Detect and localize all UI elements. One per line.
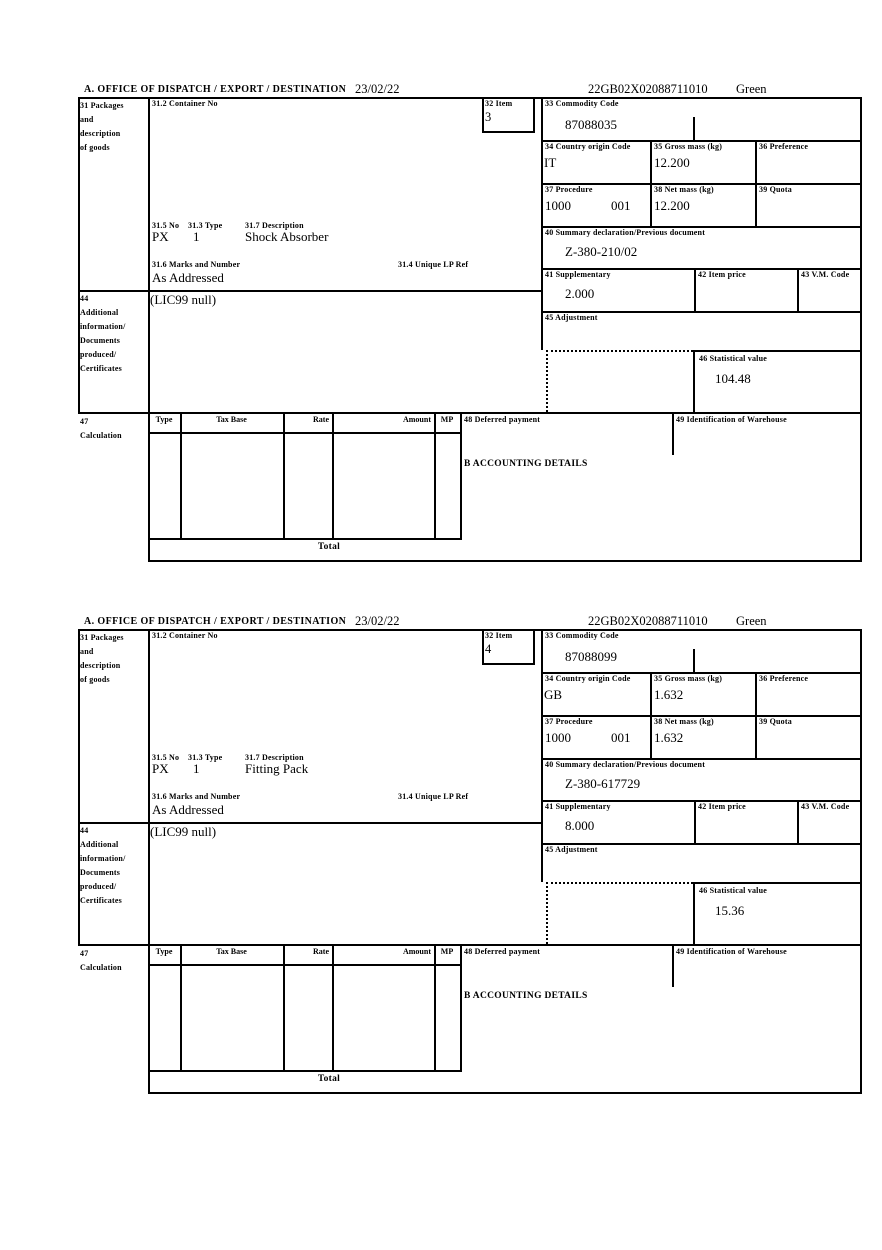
item-price-label: 42 Item price xyxy=(698,802,746,811)
routing-status: Green xyxy=(736,82,767,96)
unique-lp-ref-label: 31.4 Unique LP Ref xyxy=(398,260,469,269)
total-label: Total xyxy=(317,542,341,552)
grid-line xyxy=(78,822,543,824)
procedure-code: 1000 xyxy=(545,730,571,745)
item-label: 32 Item xyxy=(485,99,513,108)
marks-label: 31.6 Marks and Number xyxy=(152,792,241,801)
container-no-label: 31.2 Container No xyxy=(152,99,218,108)
grid-line xyxy=(283,944,285,1070)
grid-line xyxy=(650,140,652,226)
total-label: Total xyxy=(317,1074,341,1084)
grid-line xyxy=(860,629,862,1092)
packages-type: 1 xyxy=(193,229,200,244)
commodity-code: 87088099 xyxy=(565,649,617,664)
acceptance-date: 23/02/22 xyxy=(355,614,400,628)
statistical-value: 15.36 xyxy=(715,903,745,918)
grid-line xyxy=(650,672,652,758)
grid-line xyxy=(148,538,462,540)
statistical-value-label: 46 Statistical value xyxy=(699,354,767,363)
item-number: 3 xyxy=(485,110,492,124)
gross-mass: 12.200 xyxy=(654,155,690,170)
calc-header-amount: Amount xyxy=(402,415,431,424)
procedure-label: 37 Procedure xyxy=(545,185,593,194)
country-origin-code: GB xyxy=(544,687,563,702)
item-box-line xyxy=(482,663,535,665)
item-box-line xyxy=(482,629,484,665)
grid-line xyxy=(180,944,182,1070)
grid-line xyxy=(755,672,757,758)
vm-code-label: 43 V.M. Code xyxy=(801,270,850,279)
grid-line xyxy=(434,944,436,1070)
goods-description: Shock Absorber xyxy=(245,229,329,244)
statistical-value: 104.48 xyxy=(715,371,751,386)
item-box-line xyxy=(533,97,535,133)
commodity-code-separator xyxy=(693,649,695,672)
procedure-code-2: 001 xyxy=(611,730,631,745)
gross-mass: 1.632 xyxy=(654,687,684,702)
packages-type-label: 31.3 Type xyxy=(188,753,223,762)
office-of-dispatch-label: A. OFFICE OF DISPATCH / EXPORT / DESTINATION xyxy=(84,616,347,627)
goods-description: Fitting Pack xyxy=(245,761,309,776)
dotted-line xyxy=(546,882,548,944)
item-box-line xyxy=(482,131,535,133)
item-box-line xyxy=(482,97,484,133)
grid-line xyxy=(797,800,799,843)
declaration-item-section-2 xyxy=(78,614,862,1096)
packages-type-label: 31.3 Type xyxy=(188,221,223,230)
calc-header-tax-base: Tax Base xyxy=(216,947,247,956)
grid-line xyxy=(694,268,696,311)
grid-line xyxy=(672,412,674,455)
net-mass-label: 38 Net mass (kg) xyxy=(654,717,714,726)
country-origin-label: 34 Country origin Code xyxy=(545,674,631,683)
grid-line xyxy=(283,412,285,538)
procedure-code: 1000 xyxy=(545,198,571,213)
calc-header-amount: Amount xyxy=(402,947,431,956)
country-origin-code: IT xyxy=(544,155,557,170)
box44-label: 44 Additional information/ Documents produced/ Certificates xyxy=(80,826,126,905)
procedure-code-2: 001 xyxy=(611,198,631,213)
gross-mass-label: 35 Gross mass (kg) xyxy=(654,674,723,683)
grid-line xyxy=(693,350,862,352)
previous-document-label: 40 Summary declaration/Previous document xyxy=(545,760,706,769)
grid-line xyxy=(755,140,757,226)
packages-no-label: 31.5 No xyxy=(152,221,180,230)
box47-label: 47 Calculation xyxy=(80,417,122,440)
commodity-code: 87088035 xyxy=(565,117,617,132)
item-box-line xyxy=(533,629,535,665)
country-origin-label: 34 Country origin Code xyxy=(545,142,631,151)
routing-status: Green xyxy=(736,614,767,628)
statistical-value-label: 46 Statistical value xyxy=(699,886,767,895)
grid-line xyxy=(148,432,462,434)
box31-label: 31 Packages and description of goods xyxy=(80,633,124,684)
additional-information: (LIC99 null) xyxy=(150,824,217,839)
grid-line xyxy=(148,97,150,560)
warehouse-id-label: 49 Identification of Warehouse xyxy=(676,947,787,956)
calc-header-type: Type xyxy=(155,415,173,424)
grid-line xyxy=(672,944,674,987)
grid-line xyxy=(148,964,462,966)
grid-line xyxy=(78,944,862,946)
calc-header-type: Type xyxy=(155,947,173,956)
grid-line xyxy=(78,412,862,414)
grid-line xyxy=(694,800,696,843)
grid-line xyxy=(148,1092,862,1094)
grid-line xyxy=(332,944,334,1070)
adjustment-label: 45 Adjustment xyxy=(545,845,598,854)
grid-line xyxy=(693,350,695,412)
grid-line xyxy=(460,412,462,538)
previous-document-label: 40 Summary declaration/Previous document xyxy=(545,228,706,237)
calc-header-mp: MP xyxy=(440,415,454,424)
grid-line xyxy=(460,944,462,1070)
previous-document: Z-380-210/02 xyxy=(565,244,638,259)
additional-information: (LIC99 null) xyxy=(150,292,217,307)
calc-header-rate: Rate xyxy=(313,947,329,956)
item-price-label: 42 Item price xyxy=(698,270,746,279)
gross-mass-label: 35 Gross mass (kg) xyxy=(654,142,723,151)
acceptance-date: 23/02/22 xyxy=(355,82,400,96)
movement-reference-number: 22GB02X02088711010 xyxy=(588,614,708,628)
marks-and-number: As Addressed xyxy=(152,270,224,285)
box31-label: 31 Packages and description of goods xyxy=(80,101,124,152)
commodity-code-label: 33 Commodity Code xyxy=(545,631,619,640)
movement-reference-number: 22GB02X02088711010 xyxy=(588,82,708,96)
dotted-line xyxy=(546,350,693,352)
marks-and-number: As Addressed xyxy=(152,802,224,817)
grid-line xyxy=(148,629,150,1092)
item-label: 32 Item xyxy=(485,631,513,640)
preference-label: 36 Preference xyxy=(759,142,809,151)
adjustment-label: 45 Adjustment xyxy=(545,313,598,322)
warehouse-id-label: 49 Identification of Warehouse xyxy=(676,415,787,424)
dotted-line xyxy=(546,350,548,412)
deferred-payment-label: 48 Deferred payment xyxy=(464,947,541,956)
commodity-code-label: 33 Commodity Code xyxy=(545,99,619,108)
commodity-code-separator xyxy=(693,117,695,140)
accounting-details-label: B ACCOUNTING DETAILS xyxy=(464,459,588,469)
accounting-details-label: B ACCOUNTING DETAILS xyxy=(464,991,588,1001)
procedure-label: 37 Procedure xyxy=(545,717,593,726)
grid-line xyxy=(693,882,695,944)
office-of-dispatch-label: A. OFFICE OF DISPATCH / EXPORT / DESTINATION xyxy=(84,84,347,95)
item-number: 4 xyxy=(485,642,492,656)
declaration-item-section-1 xyxy=(78,82,862,564)
quota-label: 39 Quota xyxy=(759,717,792,726)
packages-no-label: 31.5 No xyxy=(152,753,180,762)
calc-header-rate: Rate xyxy=(313,415,329,424)
supplementary-label: 41 Supplementary xyxy=(545,802,611,811)
grid-line xyxy=(332,412,334,538)
grid-line xyxy=(180,412,182,538)
grid-line xyxy=(693,882,862,884)
grid-line xyxy=(78,290,543,292)
packages-no: PX xyxy=(152,761,169,776)
quota-label: 39 Quota xyxy=(759,185,792,194)
calc-header-mp: MP xyxy=(440,947,454,956)
grid-line xyxy=(797,268,799,311)
supplementary-units: 2.000 xyxy=(565,286,595,301)
previous-document: Z-380-617729 xyxy=(565,776,641,791)
box44-label: 44 Additional information/ Documents produced/ Certificates xyxy=(80,294,126,373)
calc-header-tax-base: Tax Base xyxy=(216,415,247,424)
packages-no: PX xyxy=(152,229,169,244)
marks-label: 31.6 Marks and Number xyxy=(152,260,241,269)
net-mass-label: 38 Net mass (kg) xyxy=(654,185,714,194)
container-no-label: 31.2 Container No xyxy=(152,631,218,640)
grid-line xyxy=(148,560,862,562)
packages-type: 1 xyxy=(193,761,200,776)
grid-line xyxy=(860,97,862,560)
preference-label: 36 Preference xyxy=(759,674,809,683)
description-label: 31.7 Description xyxy=(245,753,304,762)
unique-lp-ref-label: 31.4 Unique LP Ref xyxy=(398,792,469,801)
grid-line xyxy=(148,1070,462,1072)
deferred-payment-label: 48 Deferred payment xyxy=(464,415,541,424)
description-label: 31.7 Description xyxy=(245,221,304,230)
supplementary-label: 41 Supplementary xyxy=(545,270,611,279)
grid-line xyxy=(434,412,436,538)
net-mass: 1.632 xyxy=(654,730,684,745)
supplementary-units: 8.000 xyxy=(565,818,595,833)
net-mass: 12.200 xyxy=(654,198,690,213)
vm-code-label: 43 V.M. Code xyxy=(801,802,850,811)
dotted-line xyxy=(546,882,693,884)
box47-label: 47 Calculation xyxy=(80,949,122,972)
